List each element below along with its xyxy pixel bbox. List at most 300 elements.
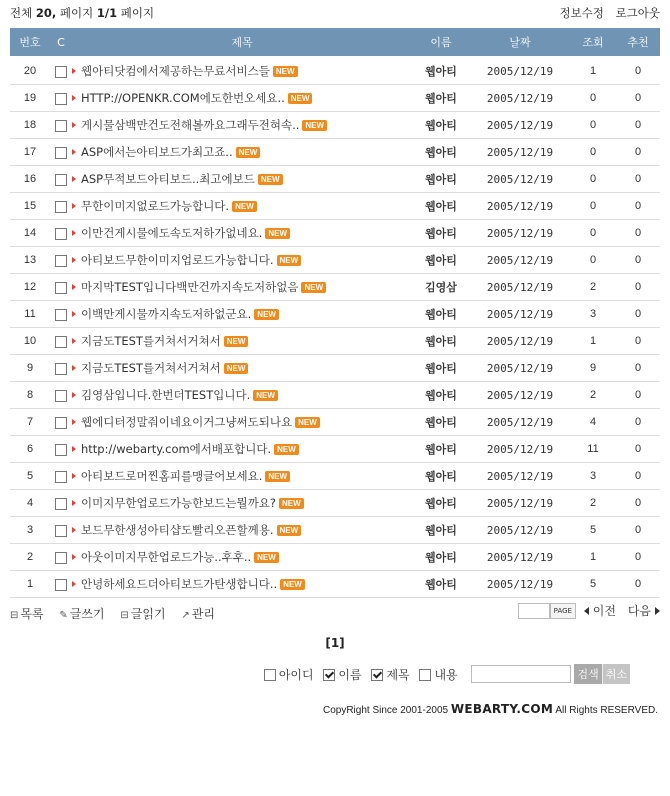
row-number: 5 — [10, 463, 50, 490]
post-date: 2005/12/19 — [470, 409, 570, 436]
arrow-right-icon — [72, 176, 76, 182]
table-row — [10, 56, 660, 85]
table-row — [10, 463, 660, 490]
new-badge: NEW — [265, 228, 290, 239]
list-button[interactable] — [10, 607, 44, 621]
recommend-count: 0 — [616, 85, 660, 112]
table-row — [10, 355, 660, 382]
col-name-header: 이름 — [412, 28, 470, 56]
row-checkbox-cell — [50, 436, 72, 463]
post-title-link[interactable]: 마지막TEST입니다백만건까지속도저하없음 — [81, 280, 299, 294]
row-number: 13 — [10, 247, 50, 274]
post-date: 2005/12/19 — [470, 274, 570, 301]
page-label: 페이지 — [59, 6, 94, 20]
recommend-count: 0 — [616, 247, 660, 274]
cancel-button[interactable]: 취소 — [602, 664, 630, 684]
row-checkbox[interactable] — [55, 390, 67, 402]
row-checkbox[interactable] — [55, 93, 67, 105]
row-number: 20 — [10, 56, 50, 85]
new-badge: NEW — [279, 498, 304, 509]
logout-link[interactable]: 로그아웃 — [615, 6, 660, 20]
new-badge: NEW — [277, 525, 302, 536]
post-date: 2005/12/19 — [470, 166, 570, 193]
row-title-cell — [72, 85, 412, 112]
row-title-cell — [72, 247, 412, 274]
post-date: 2005/12/19 — [470, 355, 570, 382]
row-number: 8 — [10, 382, 50, 409]
row-checkbox[interactable] — [55, 66, 67, 78]
table-row — [10, 517, 660, 544]
table-row — [10, 139, 660, 166]
post-date: 2005/12/19 — [470, 112, 570, 139]
table-row — [10, 436, 660, 463]
arrow-right-icon — [72, 95, 76, 101]
arrow-right-icon — [72, 257, 76, 263]
board-topbar — [10, 5, 660, 23]
row-title-cell — [72, 328, 412, 355]
recommend-count: 0 — [616, 328, 660, 355]
new-badge: NEW — [280, 579, 305, 590]
arrow-right-icon — [72, 581, 76, 587]
post-title-link[interactable]: 이만건게시물에도속도저하가없네요. — [81, 226, 263, 240]
view-count: 1 — [570, 328, 616, 355]
post-title-link[interactable]: ASP무적보드아티보드..최고에보드 — [81, 172, 255, 186]
row-number: 12 — [10, 274, 50, 301]
brand-name[interactable]: WEBARTY.COM — [450, 702, 554, 716]
search-opt-name[interactable] — [323, 668, 361, 682]
row-checkbox-cell — [50, 409, 72, 436]
row-number: 7 — [10, 409, 50, 436]
recommend-count: 0 — [616, 166, 660, 193]
arrow-right-icon — [72, 554, 76, 560]
admin-button[interactable] — [181, 607, 215, 621]
action-buttons — [10, 605, 227, 622]
view-count: 0 — [570, 139, 616, 166]
opt-title-label: 제목 — [386, 667, 410, 682]
row-number: 15 — [10, 193, 50, 220]
post-date: 2005/12/19 — [470, 56, 570, 85]
account-links — [551, 5, 660, 21]
arrow-right-icon — [72, 68, 76, 74]
row-title-cell — [72, 274, 412, 301]
row-title-cell — [72, 463, 412, 490]
row-number: 4 — [10, 490, 50, 517]
row-checkbox[interactable] — [55, 282, 67, 294]
author-name[interactable]: 웹아티 — [412, 220, 470, 247]
arrow-right-icon — [72, 473, 76, 479]
row-checkbox-cell — [50, 139, 72, 166]
row-checkbox-cell — [50, 85, 72, 112]
post-title-link[interactable]: 지금도TEST를거쳐서거쳐서 — [81, 334, 221, 348]
row-title-cell — [72, 436, 412, 463]
row-title-cell — [72, 355, 412, 382]
board-summary — [10, 5, 154, 21]
post-date: 2005/12/19 — [470, 220, 570, 247]
arrow-right-icon — [72, 365, 76, 371]
new-badge: NEW — [288, 93, 313, 104]
post-date: 2005/12/19 — [470, 490, 570, 517]
view-count: 4 — [570, 409, 616, 436]
view-count: 9 — [570, 355, 616, 382]
row-checkbox[interactable] — [55, 579, 67, 591]
view-count: 2 — [570, 382, 616, 409]
recommend-count: 0 — [616, 56, 660, 85]
table-row — [10, 544, 660, 571]
arrow-right-icon — [72, 500, 76, 506]
row-title-cell — [72, 490, 412, 517]
pencil-icon: ✎ — [59, 610, 68, 621]
post-title-link[interactable]: http://webarty.com에서배포합니다. — [81, 442, 272, 456]
row-checkbox[interactable] — [55, 525, 67, 537]
post-title-link[interactable]: 아티보드로머찐홈피를맹글어보세요. — [81, 469, 263, 483]
view-count: 0 — [570, 85, 616, 112]
search-opt-content[interactable] — [419, 668, 457, 682]
row-number: 2 — [10, 544, 50, 571]
post-date: 2005/12/19 — [470, 436, 570, 463]
list-label: 목록 — [20, 607, 44, 621]
next-arrow-icon[interactable] — [655, 607, 660, 615]
author-name[interactable]: 웹아티 — [412, 382, 470, 409]
table-row — [10, 247, 660, 274]
row-number: 14 — [10, 220, 50, 247]
current-page-indicator[interactable]: [1] — [325, 636, 345, 650]
table-row — [10, 382, 660, 409]
new-badge: NEW — [277, 255, 302, 266]
author-name[interactable]: 웹아티 — [412, 490, 470, 517]
page-number-input[interactable] — [518, 603, 550, 619]
board-table — [10, 28, 660, 598]
table-row — [10, 409, 660, 436]
author-name[interactable]: 웹아티 — [412, 56, 470, 85]
table-row — [10, 571, 660, 598]
row-checkbox[interactable] — [55, 228, 67, 240]
author-name[interactable]: 웹아티 — [412, 328, 470, 355]
row-checkbox-cell — [50, 112, 72, 139]
row-checkbox-cell — [50, 274, 72, 301]
search-input[interactable] — [471, 665, 571, 683]
col-num-header: 번호 — [10, 28, 50, 56]
recommend-count: 0 — [616, 382, 660, 409]
table-row — [10, 193, 660, 220]
recommend-count: 0 — [616, 490, 660, 517]
post-title-link[interactable]: 웹에디터정말줘이네요이거그냥써도되나요 — [81, 415, 293, 429]
new-badge: NEW — [232, 201, 257, 212]
search-bar — [264, 664, 630, 684]
copyright-prefix: CopyRight Since 2001-2005 — [322, 705, 449, 716]
row-checkbox-cell — [50, 571, 72, 598]
copyright-footer — [323, 702, 658, 716]
opt-name-label: 이름 — [338, 667, 362, 682]
recommend-count: 0 — [616, 274, 660, 301]
prev-arrow-icon[interactable] — [584, 607, 589, 615]
table-header-row — [10, 28, 660, 56]
row-title-cell — [72, 409, 412, 436]
author-name[interactable]: 웹아티 — [412, 436, 470, 463]
view-count: 5 — [570, 517, 616, 544]
col-recommend-header: 추천 — [616, 28, 660, 56]
arrow-right-icon — [72, 203, 76, 209]
view-count: 3 — [570, 301, 616, 328]
view-count: 5 — [570, 571, 616, 598]
row-checkbox[interactable] — [55, 444, 67, 456]
row-checkbox[interactable] — [55, 417, 67, 429]
post-title-link[interactable]: 지금도TEST를거쳐서거쳐서 — [81, 361, 221, 375]
summary-prefix: 전체 — [10, 6, 33, 20]
row-checkbox-cell — [50, 517, 72, 544]
table-row — [10, 85, 660, 112]
view-count: 1 — [570, 56, 616, 85]
col-title-header: 제목 — [72, 28, 412, 56]
list-icon: ⊟ — [10, 610, 19, 621]
next-link[interactable]: 다음 — [627, 604, 651, 618]
author-name[interactable]: 웹아티 — [412, 409, 470, 436]
author-name[interactable]: 웹아티 — [412, 166, 470, 193]
recommend-count: 0 — [616, 355, 660, 382]
total-count: 20, — [35, 6, 57, 20]
post-title-link[interactable]: HTTP://OPENKR.COM에도한번오세요.. — [81, 91, 285, 105]
post-date: 2005/12/19 — [470, 193, 570, 220]
opt-title-checkbox[interactable] — [371, 669, 383, 681]
row-checkbox[interactable] — [55, 201, 67, 213]
table-row — [10, 301, 660, 328]
arrow-right-icon — [72, 392, 76, 398]
opt-id-label: 아이디 — [278, 667, 314, 682]
table-row — [10, 220, 660, 247]
row-number: 1 — [10, 571, 50, 598]
page-navigation — [518, 602, 660, 619]
new-badge: NEW — [302, 120, 327, 131]
row-checkbox[interactable] — [55, 174, 67, 186]
author-name[interactable]: 웹아티 — [412, 571, 470, 598]
document-icon: ⊟ — [120, 610, 129, 621]
copyright-suffix: All Rights RESERVED. — [555, 705, 658, 716]
post-date: 2005/12/19 — [470, 85, 570, 112]
row-checkbox-cell — [50, 382, 72, 409]
post-date: 2005/12/19 — [470, 139, 570, 166]
row-checkbox[interactable] — [55, 552, 67, 564]
table-row — [10, 274, 660, 301]
recommend-count: 0 — [616, 301, 660, 328]
post-date: 2005/12/19 — [470, 247, 570, 274]
new-badge: NEW — [265, 471, 290, 482]
recommend-count: 0 — [616, 517, 660, 544]
row-title-cell — [72, 382, 412, 409]
view-count: 2 — [570, 490, 616, 517]
row-checkbox[interactable] — [55, 498, 67, 510]
arrow-right-icon — [72, 149, 76, 155]
new-badge: NEW — [295, 417, 320, 428]
prev-link[interactable]: 이전 — [592, 604, 616, 618]
view-count: 11 — [570, 436, 616, 463]
author-name[interactable]: 웹아티 — [412, 463, 470, 490]
row-checkbox-cell — [50, 544, 72, 571]
view-count: 3 — [570, 463, 616, 490]
row-title-cell — [72, 166, 412, 193]
row-title-cell — [72, 301, 412, 328]
col-c-header: C — [50, 28, 72, 56]
post-date: 2005/12/19 — [470, 463, 570, 490]
post-title-link[interactable]: 안녕하세요드더아티보드가탄생합니다.. — [81, 577, 278, 591]
post-title-link[interactable]: 웹아티닷컴에서제공하는무료서비스들 — [81, 64, 270, 78]
external-link-icon: ↗ — [181, 610, 190, 621]
new-badge: NEW — [258, 174, 283, 185]
author-name[interactable]: 웹아티 — [412, 112, 470, 139]
author-name[interactable]: 웹아티 — [412, 193, 470, 220]
recommend-count: 0 — [616, 463, 660, 490]
new-badge: NEW — [253, 390, 278, 401]
view-count: 0 — [570, 220, 616, 247]
new-badge: NEW — [254, 552, 279, 563]
new-badge: NEW — [301, 282, 326, 293]
search-button[interactable]: 검색 — [574, 664, 601, 684]
page-suffix: 페이지 — [120, 6, 155, 20]
row-title-cell — [72, 220, 412, 247]
view-count: 0 — [570, 193, 616, 220]
row-title-cell — [72, 112, 412, 139]
row-checkbox[interactable] — [55, 471, 67, 483]
author-name[interactable]: 웹아티 — [412, 544, 470, 571]
row-number: 17 — [10, 139, 50, 166]
view-count: 0 — [570, 166, 616, 193]
row-checkbox-cell — [50, 220, 72, 247]
table-row — [10, 166, 660, 193]
bottom-toolbar — [10, 602, 660, 622]
author-name[interactable]: 웹아티 — [412, 139, 470, 166]
author-name[interactable]: 웹아티 — [412, 355, 470, 382]
recommend-count: 0 — [616, 139, 660, 166]
read-label: 글읽기 — [130, 607, 166, 621]
post-title-link[interactable]: 김영삼입니다.한번더TEST입니다. — [81, 388, 251, 402]
view-count: 1 — [570, 544, 616, 571]
recommend-count: 0 — [616, 436, 660, 463]
row-number: 11 — [10, 301, 50, 328]
row-number: 9 — [10, 355, 50, 382]
arrow-right-icon — [72, 527, 76, 533]
row-checkbox[interactable] — [55, 255, 67, 267]
row-number: 18 — [10, 112, 50, 139]
view-count: 2 — [570, 274, 616, 301]
author-name[interactable]: 웹아티 — [412, 85, 470, 112]
new-badge: NEW — [254, 309, 279, 320]
author-name[interactable]: 웹아티 — [412, 517, 470, 544]
row-checkbox-cell — [50, 355, 72, 382]
row-checkbox[interactable] — [55, 147, 67, 159]
row-checkbox[interactable] — [55, 309, 67, 321]
table-row — [10, 112, 660, 139]
post-title-link[interactable]: 이백만게시물까지속도저하없군요. — [81, 307, 252, 321]
arrow-right-icon — [72, 230, 76, 236]
new-badge: NEW — [273, 66, 298, 77]
new-badge: NEW — [224, 363, 249, 374]
post-title-link[interactable]: 게시물삼백만건도전해볼까요그래두전혀속.. — [81, 118, 300, 132]
col-date-header: 날짜 — [470, 28, 570, 56]
post-title-link[interactable]: 아티보드무한이미지업로드가능합니다. — [81, 253, 274, 267]
row-title-cell — [72, 56, 412, 85]
new-badge: NEW — [236, 147, 261, 158]
view-count: 0 — [570, 112, 616, 139]
table-row — [10, 490, 660, 517]
opt-content-checkbox[interactable] — [419, 669, 431, 681]
new-badge: NEW — [274, 444, 299, 455]
new-badge: NEW — [224, 336, 249, 347]
opt-id-checkbox[interactable] — [264, 669, 276, 681]
post-date: 2005/12/19 — [470, 328, 570, 355]
recommend-count: 0 — [616, 193, 660, 220]
arrow-right-icon — [72, 446, 76, 452]
post-title-link[interactable]: ASP에서는아티보드가최고죠.. — [81, 145, 233, 159]
row-checkbox-cell — [50, 247, 72, 274]
recommend-count: 0 — [616, 220, 660, 247]
row-number: 3 — [10, 517, 50, 544]
row-checkbox-cell — [50, 463, 72, 490]
admin-label: 관리 — [191, 607, 215, 621]
read-button[interactable] — [120, 607, 165, 621]
row-checkbox-cell — [50, 166, 72, 193]
col-views-header: 조회 — [570, 28, 616, 56]
write-button[interactable] — [59, 607, 104, 621]
recommend-count: 0 — [616, 409, 660, 436]
post-date: 2005/12/19 — [470, 301, 570, 328]
search-opt-title[interactable] — [371, 668, 409, 682]
arrow-right-icon — [72, 122, 76, 128]
arrow-right-icon — [72, 311, 76, 317]
post-date: 2005/12/19 — [470, 517, 570, 544]
edit-info-link[interactable]: 정보수정 — [559, 6, 604, 20]
write-label: 글쓰기 — [69, 607, 105, 621]
row-checkbox-cell — [50, 490, 72, 517]
post-title-link[interactable]: 보드무한생성아티샵도빨리오픈할께용. — [81, 523, 274, 537]
search-opt-id[interactable] — [264, 668, 314, 682]
arrow-right-icon — [72, 338, 76, 344]
post-date: 2005/12/19 — [470, 544, 570, 571]
row-title-cell — [72, 193, 412, 220]
author-name[interactable]: 김영삼 — [412, 274, 470, 301]
post-title-link[interactable]: 이미지무한업로드가능한보드는뭘까요? — [81, 496, 276, 510]
post-date: 2005/12/19 — [470, 382, 570, 409]
row-title-cell — [72, 571, 412, 598]
row-title-cell — [72, 517, 412, 544]
page-value: 1/1 — [96, 6, 118, 20]
row-number: 10 — [10, 328, 50, 355]
row-checkbox-cell — [50, 56, 72, 85]
page-go-button[interactable]: PAGE — [550, 603, 576, 619]
row-number: 19 — [10, 85, 50, 112]
post-date: 2005/12/19 — [470, 571, 570, 598]
post-title-link[interactable]: 아웃이미지무한업로드가능..후후.. — [81, 550, 252, 564]
arrow-right-icon — [72, 284, 76, 290]
recommend-count: 0 — [616, 112, 660, 139]
opt-name-checkbox[interactable] — [323, 669, 335, 681]
author-name[interactable]: 웹아티 — [412, 301, 470, 328]
row-checkbox[interactable] — [55, 120, 67, 132]
row-number: 16 — [10, 166, 50, 193]
author-name[interactable]: 웹아티 — [412, 247, 470, 274]
post-title-link[interactable]: 무한이미지없로드가능합니다. — [81, 199, 230, 213]
recommend-count: 0 — [616, 544, 660, 571]
row-checkbox-cell — [50, 328, 72, 355]
row-checkbox[interactable] — [55, 336, 67, 348]
opt-content-label: 내용 — [434, 667, 458, 682]
recommend-count: 0 — [616, 571, 660, 598]
row-checkbox-cell — [50, 193, 72, 220]
row-number: 6 — [10, 436, 50, 463]
table-row — [10, 328, 660, 355]
row-title-cell — [72, 139, 412, 166]
row-checkbox-cell — [50, 301, 72, 328]
arrow-right-icon — [72, 419, 76, 425]
row-checkbox[interactable] — [55, 363, 67, 375]
view-count: 0 — [570, 247, 616, 274]
